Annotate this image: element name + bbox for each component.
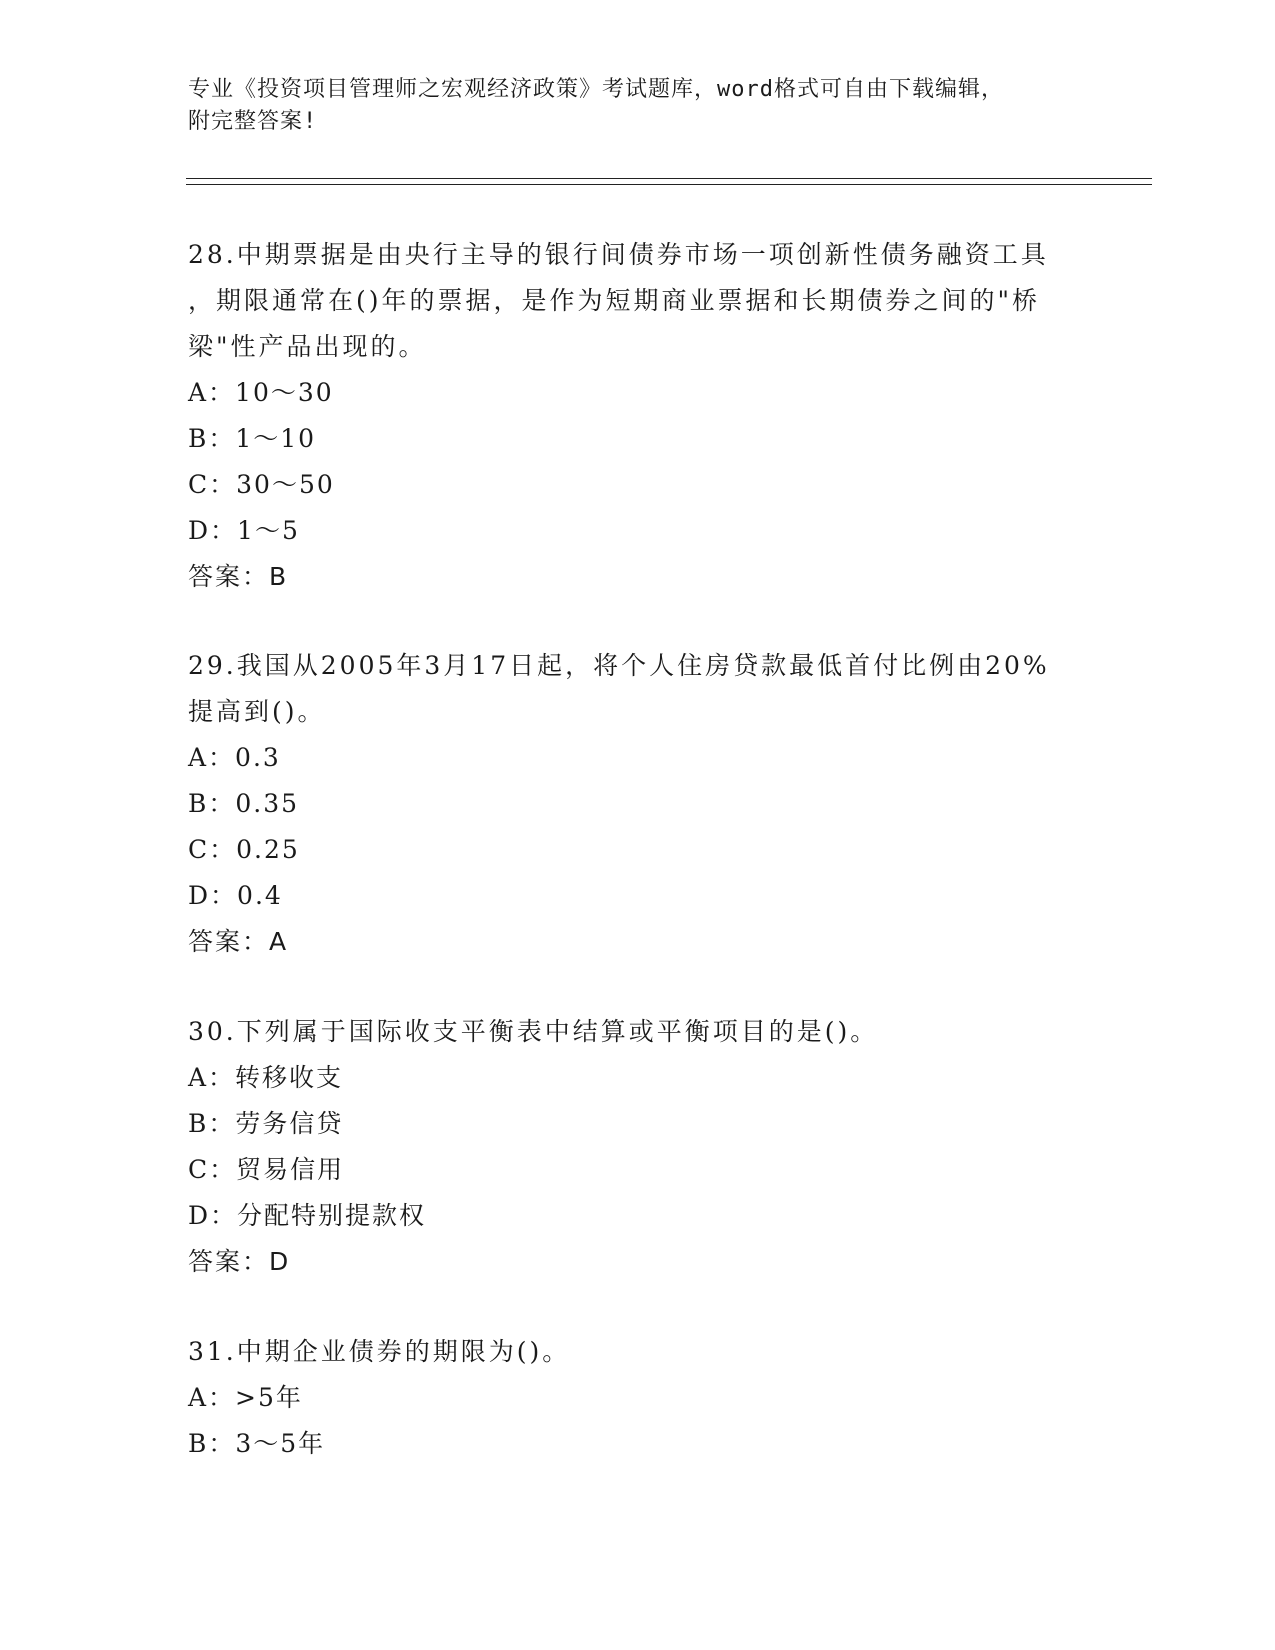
answer-label: 答案：A — [188, 927, 289, 956]
option-d: D：0.4 — [188, 881, 283, 910]
option-b: B：劳务信贷 — [188, 1109, 344, 1138]
answer-label: 答案：B — [188, 562, 289, 591]
header-divider-top — [186, 178, 1152, 179]
question-stem-line: 28.中期票据是由央行主导的银行间债券市场一项创新性债务融资工具 — [188, 240, 1049, 269]
question-stem-line: 梁"性产品出现的。 — [188, 332, 427, 361]
option-c: C：0.25 — [188, 835, 300, 864]
option-a: A：转移收支 — [188, 1063, 344, 1092]
document-header — [188, 74, 1068, 138]
question-28 — [188, 232, 1088, 600]
option-a: A：>5年 — [188, 1383, 303, 1412]
header-line-1: 专业《投资项目管理师之宏观经济政策》考试题库，word格式可自由下载编辑， — [188, 77, 1004, 102]
question-stem-line: 31.中期企业债券的期限为()。 — [188, 1337, 571, 1366]
option-b: B：3～5年 — [188, 1429, 326, 1458]
header-divider-bottom — [186, 184, 1152, 185]
option-b: B：1～10 — [188, 424, 317, 453]
question-29 — [188, 643, 1088, 965]
question-stem-line: 29.我国从2005年3月17日起，将个人住房贷款最低首付比例由20% — [188, 651, 1050, 680]
option-b: B：0.35 — [188, 789, 300, 818]
option-a: A：0.3 — [188, 743, 281, 772]
question-stem-line: 提高到()。 — [188, 697, 326, 726]
question-stem-line: 30.下列属于国际收支平衡表中结算或平衡项目的是()。 — [188, 1017, 879, 1046]
question-stem-line: ，期限通常在()年的票据，是作为短期商业票据和长期债券之间的"桥 — [188, 286, 1041, 315]
header-line-2: 附完整答案! — [188, 109, 318, 134]
option-a: A：10～30 — [188, 378, 334, 407]
option-c: C：贸易信用 — [188, 1155, 345, 1184]
option-d: D：1～5 — [188, 516, 300, 545]
option-d: D：分配特别提款权 — [188, 1201, 427, 1230]
option-c: C：30～50 — [188, 470, 335, 499]
question-30 — [188, 1009, 1088, 1285]
question-31 — [188, 1329, 1088, 1467]
answer-label: 答案：D — [188, 1247, 291, 1276]
